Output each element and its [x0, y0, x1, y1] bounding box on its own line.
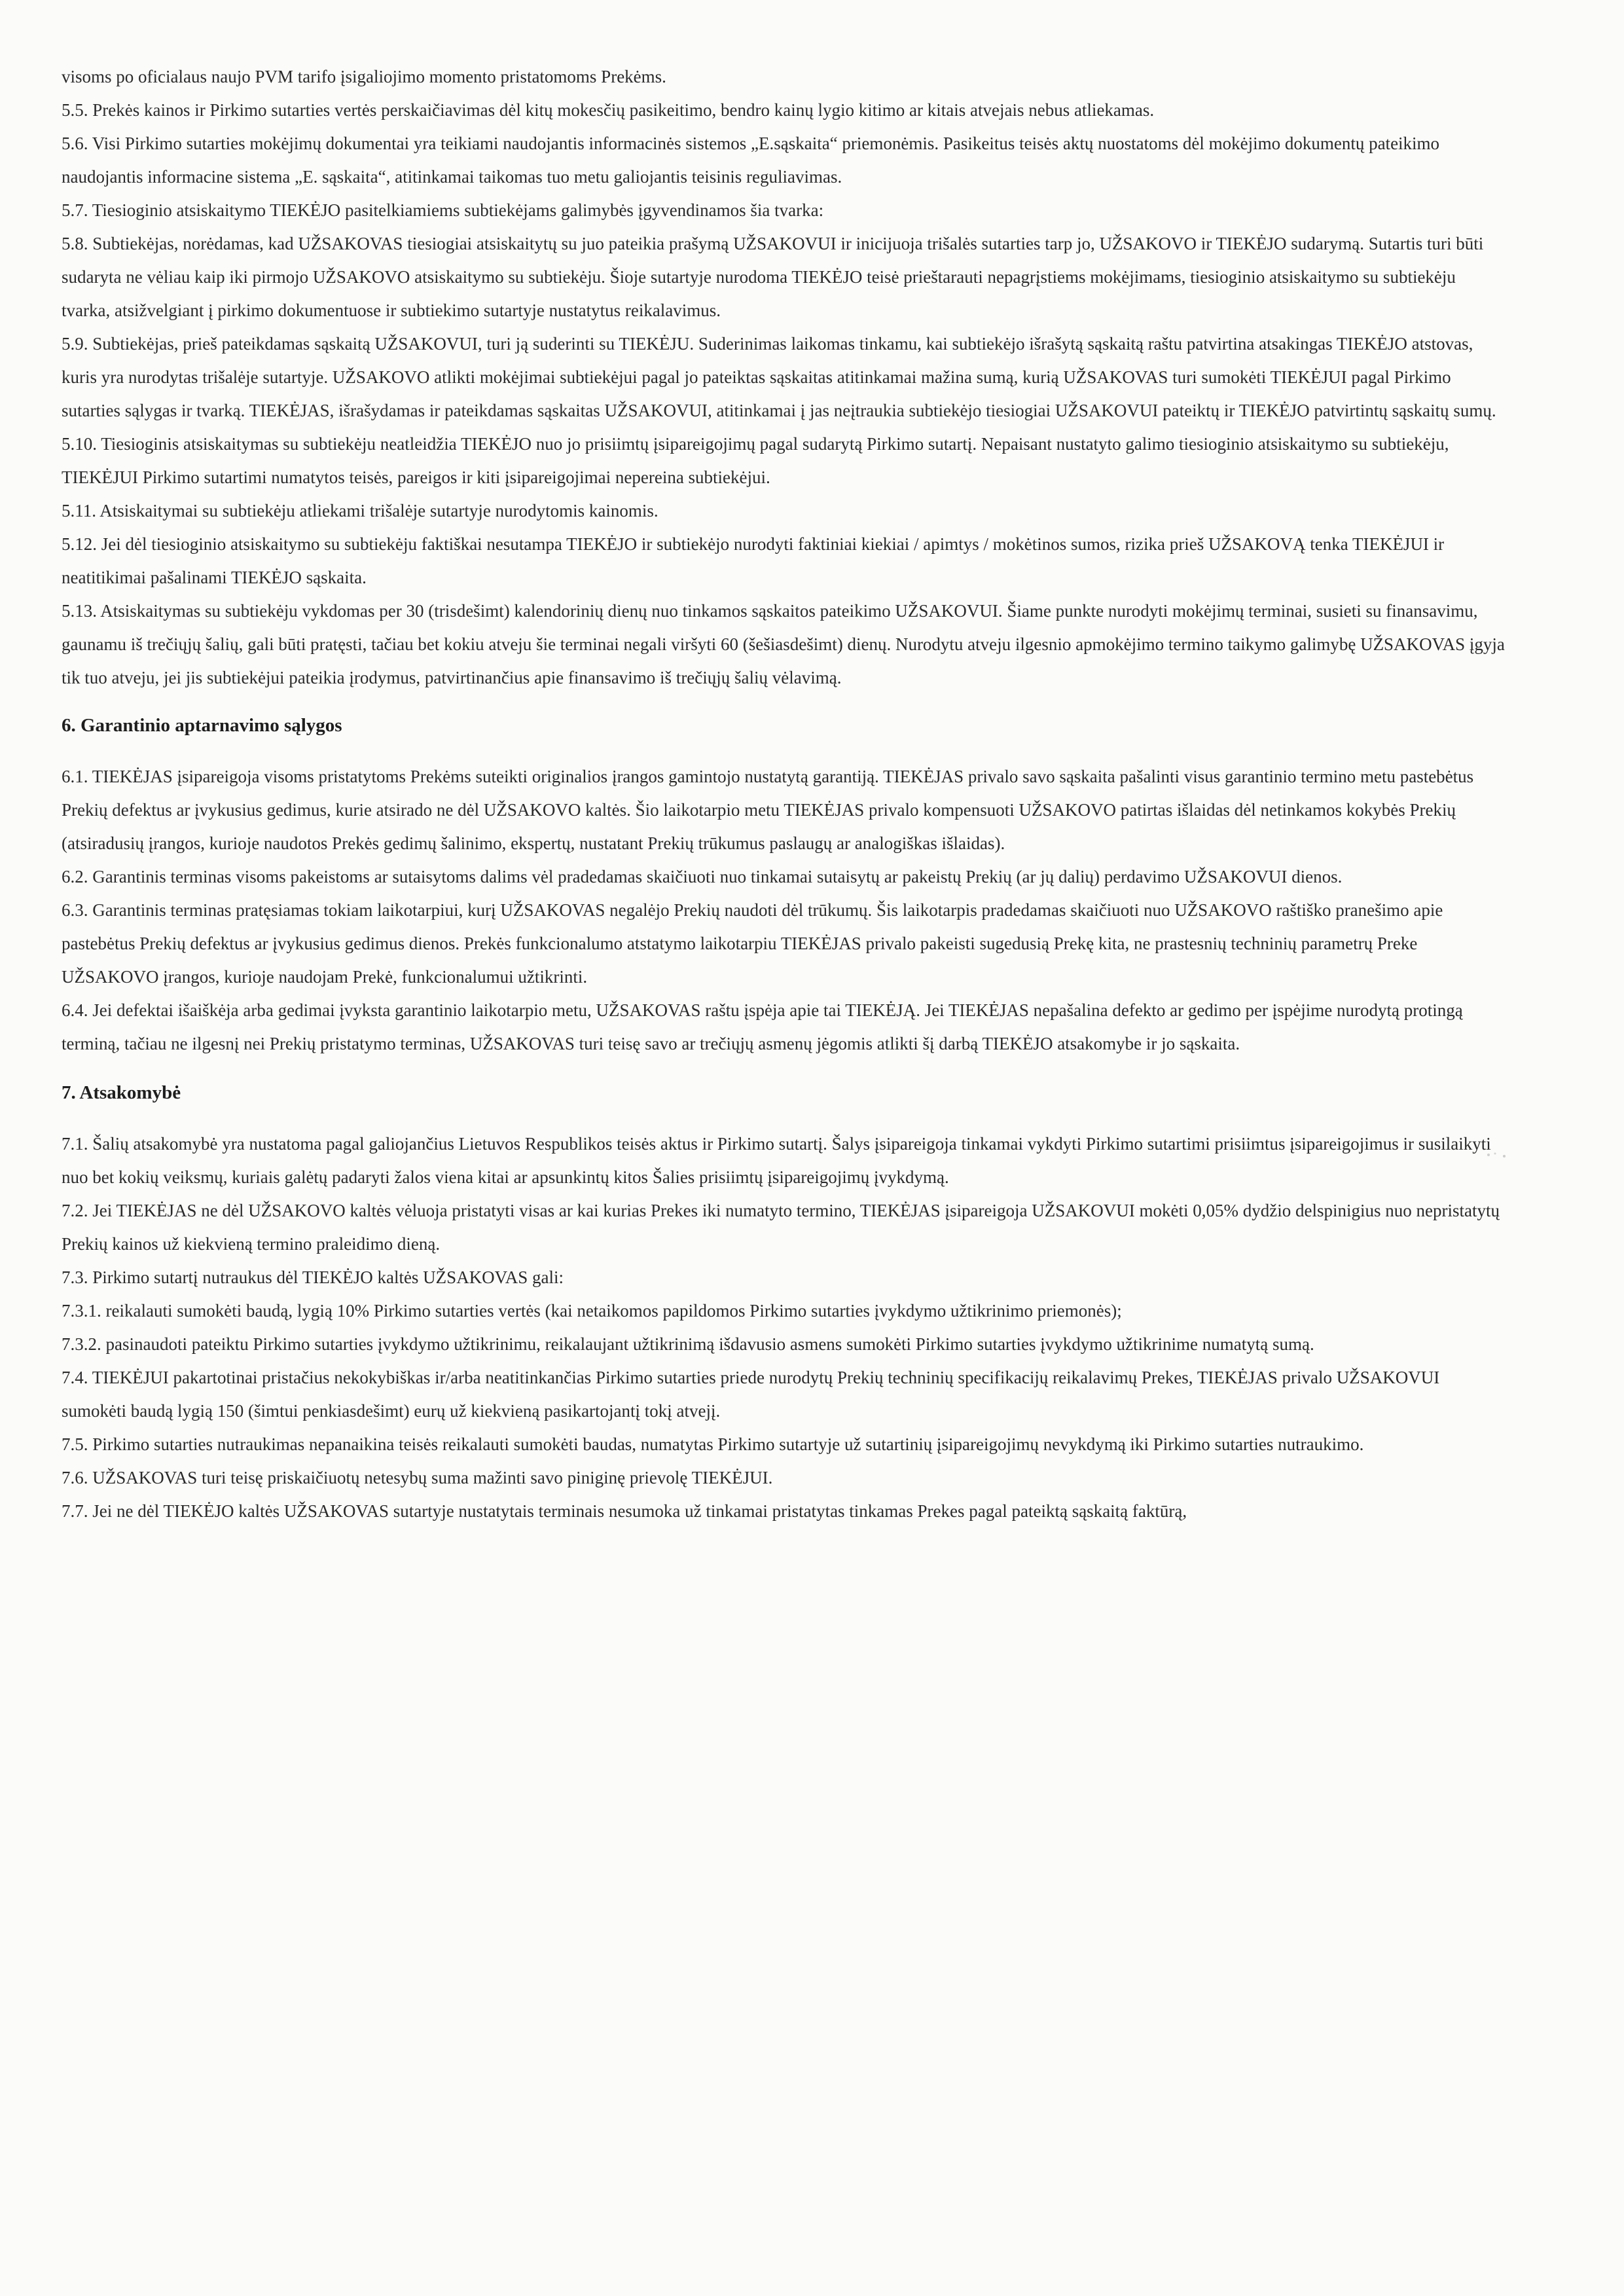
clause-7-7: 7.7. Jei ne dėl TIEKĖJO kaltės UŽSAKOVAS sutartyje nustatytais terminais nesumoka už tinkamai pristatytas tinkamas Prekes pagal pateiktą sąskaitą faktūrą,	[62, 1501, 1187, 1521]
clause-5-6: 5.6. Visi Pirkimo sutarties mokėjimų dokumentai yra teikiami naudojantis informacinės sistemos „E.sąskaita“ priemonėmis. Pasikeitus teisės aktų nuostatoms dėl mokėjimo dokumentų pateikimo naudojantis informacine sistema „E. sąskaita“, atitinkamai taikomas tuo metu galiojantis teisinis reguliavimas.	[62, 134, 1440, 187]
clause-6-1: 6.1. TIEKĖJAS įsipareigoja visoms pristatytoms Prekėms suteikti originalios įrangos gamintojo nustatytą garantiją. TIEKĖJAS privalo savo sąskaita pašalinti visus garantinio termino metu pastebėtus Prekių defektus ar įvykusius gedimus, kurie atsirado ne dėl UŽSAKOVO kaltės. Šio laikotarpio metu TIEKĖJAS privalo kompensuoti UŽSAKOVO patirtas išlaidas dėl netinkamos kokybės Prekių (atsiradusių įrangos, kurioje naudotos Prekės gedimų šalinimo, ekspertų, nustatant Prekių trūkumus paslaugų ar analogiškas išlaidas).	[62, 767, 1474, 853]
section-6-heading: 6. Garantinio aptarnavimo sąlygos	[62, 715, 342, 736]
clause-5-11: 5.11. Atsiskaitymai su subtiekėju atliekami trišalėje sutartyje nurodytomis kainomis.	[62, 501, 659, 520]
clause-7-6: 7.6. UŽSAKOVAS turi teisę priskaičiuotų netesybų suma mažinti savo piniginę prievolę TIEKĖJUI.	[62, 1468, 773, 1487]
clause-7-5: 7.5. Pirkimo sutarties nutraukimas nepanaikina teisės reikalauti sumokėti baudas, numatytas Pirkimo sutartyje už sutartinių įsipareigojimų nevykdymą iki Pirkimo sutarties nutraukimo.	[62, 1434, 1364, 1454]
scan-speck-mark	[1485, 1147, 1511, 1163]
clause-5-8: 5.8. Subtiekėjas, norėdamas, kad UŽSAKOVAS tiesiogiai atsiskaitytų su juo pateikia prašymą UŽSAKOVUI ir inicijuoja trišalės sutarties tarp jo, UŽSAKOVO ir TIEKĖJO sudarymą. Sutartis turi būti sudaryta ne vėliau kaip iki pirmojo UŽSAKOVO atsiskaitymo su subtiekėju. Šioje sutartyje nurodoma TIEKĖJO teisė prieštarauti nepagrįstiems mokėjimams, tiesioginio atsiskaitymo su subtiekėju tvarka, atsižvelgiant į pirkimo dokumentuose ir subtiekimo sutartyje nustatytus reikalavimus.	[62, 234, 1484, 320]
clause-5-10: 5.10. Tiesioginis atsiskaitymas su subtiekėju neatleidžia TIEKĖJO nuo jo prisiimtų įsipareigojimų pagal sudarytą Pirkimo sutartį. Nepaisant nustatyto galimo tiesioginio atsiskaitymo su subtiekėju, TIEKĖJUI Pirkimo sutartimi numatytos teisės, pareigos ir kiti įsipareigojimai nepereina subtiekėjui.	[62, 434, 1449, 487]
clause-5-7: 5.7. Tiesioginio atsiskaitymo TIEKĖJO pasitelkiamiems subtiekėjams galimybės įgyvendinamos šia tvarka:	[62, 200, 824, 220]
clause-5-13: 5.13. Atsiskaitymas su subtiekėju vykdomas per 30 (trisdešimt) kalendorinių dienų nuo tinkamos sąskaitos pateikimo UŽSAKOVUI. Šiame punkte nurodyti mokėjimų terminai, susieti su finansavimu, gaunamu iš trečiųjų šalių, gali būti pratęsti, tačiau bet kokiu atveju šie terminai negali viršyti 60 (šešiasdešimt) dienų. Nurodytu atveju ilgesnio apmokėjimo termino taikymo galimybę UŽSAKOVAS įgyja tik tuo atveju, jei jis subtiekėjui pateikia įrodymus, patvirtinančius apie finansavimo iš trečiųjų šalių vėlavimą.	[62, 601, 1505, 687]
clause-5-9: 5.9. Subtiekėjas, prieš pateikdamas sąskaitą UŽSAKOVUI, turi ją suderinti su TIEKĖJU. Suderinimas laikomas tinkamu, kai subtiekėjo išrašytą sąskaitą raštu patvirtina atsakingas TIEKĖJO atstovas, kuris yra nurodytas trišalėje sutartyje. UŽSAKOVO atlikti mokėjimai subtiekėjui pagal jo pateiktas sąskaitas atitinkamai mažina sumą, kurią UŽSAKOVAS turi sumokėti TIEKĖJUI pagal Pirkimo sutarties sąlygas ir tvarką. TIEKĖJAS, išrašydamas ir pateikdamas sąskaitas UŽSAKOVUI, atitinkamai į jas neįtraukia subtiekėjo tiesiogiai UŽSAKOVUI pateiktų ir TIEKĖJO patvirtintų sąskaitų sumų.	[62, 334, 1496, 420]
section-7-heading: 7. Atsakomybė	[62, 1082, 181, 1103]
clause-7-3-1: 7.3.1. reikalauti sumokėti baudą, lygią 10% Pirkimo sutarties vertės (kai netaikomos papildomos Pirkimo sutarties įvykdymo užtikrinimo priemonės);	[62, 1301, 1122, 1321]
clause-6-2: 6.2. Garantinis terminas visoms pakeistoms ar sutaisytoms dalims vėl pradedamas skaičiuoti nuo tinkamai sutaisytų ar pakeistų Prekių (ar jų dalių) perdavimo UŽSAKOVUI dienos.	[62, 867, 1343, 886]
document-body	[62, 60, 1508, 1528]
clause-7-1: 7.1. Šalių atsakomybė yra nustatoma pagal galiojančius Lietuvos Respublikos teisės aktus ir Pirkimo sutartį. Šalys įsipareigoja tinkamai vykdyti Pirkimo sutartimi prisiimtus įsipareigojimus ir susilaikyti nuo bet kokių veiksmų, kuriais galėtų padaryti žalos viena kitai ar apsunkintų kitos Šalies prisiimtų įsipareigojimų įvykdymą.	[62, 1134, 1491, 1187]
clause-5-5: 5.5. Prekės kainos ir Pirkimo sutarties vertės perskaičiavimas dėl kitų mokesčių pasikeitimo, bendro kainų lygio kitimo ar kitais atvejais nebus atliekamas.	[62, 100, 1155, 120]
clause-7-3: 7.3. Pirkimo sutartį nutraukus dėl TIEKĖJO kaltės UŽSAKOVAS gali:	[62, 1267, 564, 1287]
paragraph-vat-continuation: visoms po oficialaus naujo PVM tarifo įsigaliojimo momento pristatomoms Prekėms.	[62, 67, 666, 86]
clause-7-2: 7.2. Jei TIEKĖJAS ne dėl UŽSAKOVO kaltės vėluoja pristatyti visas ar kai kurias Prekes iki numatyto termino, TIEKĖJAS įsipareigoja UŽSAKOVUI mokėti 0,05% dydžio delspinigius nuo nepristatytų Prekių kainos už kiekvieną termino praleidimo dieną.	[62, 1201, 1500, 1254]
clause-7-3-2: 7.3.2. pasinaudoti pateiktu Pirkimo sutarties įvykdymo užtikrinimu, reikalaujant užtikrinimą išdavusio asmens sumokėti Pirkimo sutarties įvykdymo užtikrinime numatytą sumą.	[62, 1334, 1314, 1354]
clause-6-4: 6.4. Jei defektai išaiškėja arba gedimai įvyksta garantinio laikotarpio metu, UŽSAKOVAS raštu įspėja apie tai TIEKĖJĄ. Jei TIEKĖJAS nepašalina defekto ar gedimo per įspėjime nurodytą protingą terminą, tačiau ne ilgesnį nei Prekių pristatymo terminas, UŽSAKOVAS turi teisę savo ar trečiųjų asmenų jėgomis atlikti šį darbą TIEKĖJO atsakomybe ir jo sąskaita.	[62, 1000, 1463, 1053]
clause-6-3: 6.3. Garantinis terminas pratęsiamas tokiam laikotarpiui, kurį UŽSAKOVAS negalėjo Prekių naudoti dėl trūkumų. Šis laikotarpis pradedamas skaičiuoti nuo UŽSAKOVO raštiško pranešimo apie pastebėtus Prekių defektus ar įvykusius gedimus dienos. Prekės funkcionalumo atstatymo laikotarpiu TIEKĖJAS privalo pakeisti sugedusią Prekę kita, ne prastesnių techninių parametrų Preke UŽSAKOVO įrangos, kurioje naudojam Prekė, funkcionalumui užtikrinti.	[62, 900, 1443, 987]
clause-7-4: 7.4. TIEKĖJUI pakartotinai pristačius nekokybiškas ir/arba neatitinkančias Pirkimo sutarties priede nurodytų Prekių techninių specifikacijų reikalavimų Prekes, TIEKĖJAS privalo UŽSAKOVUI sumokėti baudą lygią 150 (šimtui penkiasdešimt) eurų už kiekvieną pasikartojantį tokį atvejį.	[62, 1368, 1440, 1421]
clause-5-12: 5.12. Jei dėl tiesioginio atsiskaitymo su subtiekėju faktiškai nesutampa TIEKĖJO ir subtiekėjo nurodyti faktiniai kiekiai / apimtys / mokėtinos sumos, rizika prieš UŽSAKOVĄ tenka TIEKĖJUI ir neatitikimai pašalinami TIEKĖJO sąskaita.	[62, 534, 1445, 587]
